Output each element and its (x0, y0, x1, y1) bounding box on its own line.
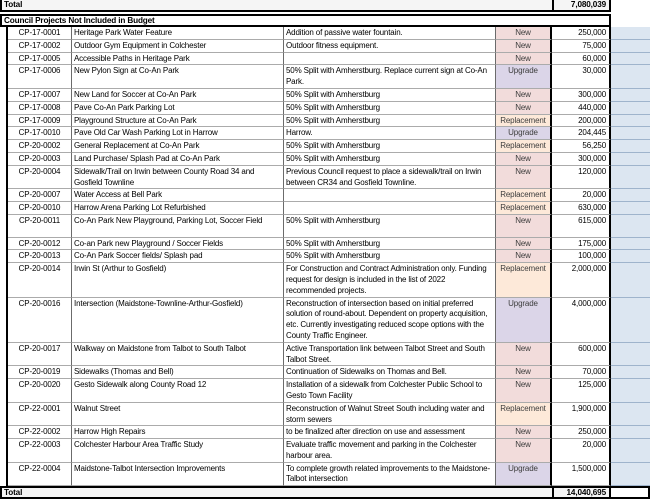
cell-description: Previous Council request to place a sidewalk/trail on Irwin between CR34 and Gosfield Townline. (284, 166, 496, 190)
cell-amount: 100,000 (552, 250, 611, 263)
cell-description: 50% Split with Amherstburg (284, 89, 496, 102)
section-header-right-blank (611, 14, 650, 27)
cell-description: Addition of passive water fountain. (284, 27, 496, 40)
cell-type-badge: New (496, 53, 552, 66)
cell-amount: 120,000 (552, 166, 611, 190)
bottom-total-label: Total (0, 486, 552, 499)
cell-type-badge: New (496, 426, 552, 439)
cell-amount: 630,000 (552, 202, 611, 215)
section-header-row (0, 14, 650, 27)
cell-description: 50% Split with Amherstburg (284, 215, 496, 238)
cell-description: Installation of a sidewalk from Colchester Public School to Gesto Town Facility (284, 379, 496, 403)
cell-project-name: General Replacement at Co-An Park (72, 140, 284, 153)
left-margin-cell (0, 403, 8, 427)
cell-amount: 300,000 (552, 89, 611, 102)
cell-description (284, 202, 496, 215)
cell-amount: 4,000,000 (552, 298, 611, 343)
left-margin-cell (0, 250, 8, 263)
table-row (0, 127, 650, 140)
left-margin-cell (0, 89, 8, 102)
cell-description: 50% Split with Amherstburg (284, 250, 496, 263)
cell-annotation (611, 238, 650, 251)
cell-project-name: Co-an Park new Playground / Soccer Fields (72, 238, 284, 251)
left-margin-cell (0, 463, 8, 487)
left-margin-cell (0, 439, 8, 463)
projects-rows (0, 27, 650, 486)
left-margin-cell (0, 102, 8, 115)
cell-description: 50% Split with Amherstburg (284, 153, 496, 166)
cell-project-id: CP-20-0017 (8, 343, 72, 367)
top-total-right-blank (611, 0, 650, 12)
table-row (0, 463, 650, 487)
cell-project-id: CP-20-0003 (8, 153, 72, 166)
cell-description: Continuation of Sidewalks on Thomas and Bell. (284, 366, 496, 379)
cell-amount: 125,000 (552, 379, 611, 403)
cell-type-badge: New (496, 238, 552, 251)
bottom-total-right-blank (611, 486, 650, 499)
cell-type-badge: Replacement (496, 202, 552, 215)
left-margin-cell (0, 27, 8, 40)
cell-project-id: CP-17-0001 (8, 27, 72, 40)
cell-annotation (611, 263, 650, 297)
cell-annotation (611, 439, 650, 463)
cell-annotation (611, 27, 650, 40)
cell-type-badge: Upgrade (496, 65, 552, 89)
table-row (0, 53, 650, 66)
cell-amount: 250,000 (552, 27, 611, 40)
table-row (0, 89, 650, 102)
cell-project-name: Irwin St (Arthur to Gosfield) (72, 263, 284, 297)
cell-type-badge: New (496, 89, 552, 102)
cell-project-id: CP-20-0014 (8, 263, 72, 297)
cell-project-id: CP-17-0005 (8, 53, 72, 66)
cell-amount: 200,000 (552, 115, 611, 128)
cell-project-id: CP-20-0010 (8, 202, 72, 215)
cell-type-badge: New (496, 102, 552, 115)
cell-project-name: Co-An Park New Playground, Parking Lot, Soccer Field (72, 215, 284, 238)
cell-description (284, 189, 496, 202)
cell-annotation (611, 366, 650, 379)
table-row (0, 366, 650, 379)
cell-type-badge: New (496, 366, 552, 379)
cell-type-badge: Replacement (496, 115, 552, 128)
left-margin-cell (0, 140, 8, 153)
cell-project-id: CP-17-0006 (8, 65, 72, 89)
cell-amount: 70,000 (552, 366, 611, 379)
cell-type-badge: New (496, 250, 552, 263)
cell-type-badge: Replacement (496, 189, 552, 202)
table-row (0, 298, 650, 343)
table-row (0, 140, 650, 153)
cell-annotation (611, 343, 650, 367)
cell-project-id: CP-17-0010 (8, 127, 72, 140)
cell-description: 50% Split with Amherstburg (284, 102, 496, 115)
left-margin-cell (0, 202, 8, 215)
left-margin-cell (0, 127, 8, 140)
left-margin-cell (0, 40, 8, 53)
left-margin-cell (0, 215, 8, 238)
cell-amount: 20,000 (552, 189, 611, 202)
cell-amount: 2,000,000 (552, 263, 611, 297)
cell-amount: 1,500,000 (552, 463, 611, 487)
table-row (0, 153, 650, 166)
left-margin-cell (0, 426, 8, 439)
cell-project-name: Sidewalks (Thomas and Bell) (72, 366, 284, 379)
cell-project-name: New Land for Soccer at Co-An Park (72, 89, 284, 102)
cell-project-name: New Pylon Sign at Co-An Park (72, 65, 284, 89)
cell-annotation (611, 40, 650, 53)
left-margin-cell (0, 366, 8, 379)
cell-project-name: Heritage Park Water Feature (72, 27, 284, 40)
left-margin-cell (0, 115, 8, 128)
cell-project-id: CP-22-0001 (8, 403, 72, 427)
cell-project-id: CP-17-0002 (8, 40, 72, 53)
cell-project-id: CP-20-0013 (8, 250, 72, 263)
cell-project-id: CP-22-0004 (8, 463, 72, 487)
cell-project-name: Harrow Arena Parking Lot Refurbished (72, 202, 284, 215)
cell-project-name: Co-An Park Soccer fields/ Splash pad (72, 250, 284, 263)
cell-annotation (611, 102, 650, 115)
cell-description: Harrow. (284, 127, 496, 140)
cell-type-badge: New (496, 215, 552, 238)
cell-amount: 615,000 (552, 215, 611, 238)
cell-project-name: Land Purchase/ Splash Pad at Co-An Park (72, 153, 284, 166)
top-total-amount: 7,080,039 (552, 0, 611, 12)
table-row (0, 263, 650, 297)
cell-project-id: CP-17-0009 (8, 115, 72, 128)
cell-annotation (611, 53, 650, 66)
table-row (0, 115, 650, 128)
cell-project-name: Sidewalk/Trail on Irwin between County Road 34 and Gosfield Townline (72, 166, 284, 190)
cell-annotation (611, 403, 650, 427)
cell-type-badge: Replacement (496, 403, 552, 427)
table-row (0, 215, 650, 238)
cell-type-badge: New (496, 166, 552, 190)
cell-amount: 75,000 (552, 40, 611, 53)
cell-type-badge: New (496, 343, 552, 367)
cell-project-id: CP-20-0011 (8, 215, 72, 238)
cell-project-name: Outdoor Gym Equipment in Colchester (72, 40, 284, 53)
cell-type-badge: New (496, 153, 552, 166)
cell-description (284, 53, 496, 66)
cell-description: To complete growth related improvements to the Maidstone-Talbot intersection (284, 463, 496, 487)
left-margin-cell (0, 263, 8, 297)
table-row (0, 166, 650, 190)
cell-annotation (611, 426, 650, 439)
cell-annotation (611, 166, 650, 190)
cell-description: Outdoor fitness equipment. (284, 40, 496, 53)
cell-annotation (611, 89, 650, 102)
cell-annotation (611, 379, 650, 403)
cell-annotation (611, 189, 650, 202)
cell-amount: 56,250 (552, 140, 611, 153)
cell-project-name: Harrow High Repairs (72, 426, 284, 439)
cell-type-badge: Replacement (496, 263, 552, 297)
left-margin-cell (0, 166, 8, 190)
top-total-label: Total (0, 0, 552, 12)
cell-project-name: Gesto Sidewalk along County Road 12 (72, 379, 284, 403)
cell-project-id: CP-20-0004 (8, 166, 72, 190)
bottom-total-row (0, 486, 650, 499)
cell-annotation (611, 250, 650, 263)
cell-project-name: Intersection (Maidstone-Townline-Arthur-Gosfield) (72, 298, 284, 343)
left-margin-cell (0, 298, 8, 343)
left-margin-cell (0, 343, 8, 367)
left-margin-cell (0, 379, 8, 403)
cell-project-name: Pave Old Car Wash Parking Lot in Harrow (72, 127, 284, 140)
cell-annotation (611, 115, 650, 128)
table-row (0, 40, 650, 53)
cell-type-badge: New (496, 40, 552, 53)
left-margin-cell (0, 53, 8, 66)
cell-project-id: CP-20-0020 (8, 379, 72, 403)
cell-type-badge: New (496, 27, 552, 40)
cell-annotation (611, 127, 650, 140)
cell-annotation (611, 215, 650, 238)
cell-project-name: Walkway on Maidstone from Talbot to South Talbot (72, 343, 284, 367)
table-row (0, 65, 650, 89)
cell-project-id: CP-22-0002 (8, 426, 72, 439)
table-row (0, 202, 650, 215)
cell-annotation (611, 202, 650, 215)
bottom-total-amount: 14,040,695 (552, 486, 611, 499)
cell-amount: 250,000 (552, 426, 611, 439)
cell-project-name: Accessible Paths in Heritage Park (72, 53, 284, 66)
cell-project-name: Pave Co-An Park Parking Lot (72, 102, 284, 115)
cell-description: Reconstruction of Walnut Street South including water and storm sewers (284, 403, 496, 427)
cell-project-id: CP-20-0002 (8, 140, 72, 153)
cell-annotation (611, 65, 650, 89)
cell-project-id: CP-22-0003 (8, 439, 72, 463)
cell-project-id: CP-20-0019 (8, 366, 72, 379)
cell-amount: 440,000 (552, 102, 611, 115)
cell-type-badge: Replacement (496, 140, 552, 153)
cell-amount: 204,445 (552, 127, 611, 140)
cell-project-name: Colchester Harbour Area Traffic Study (72, 439, 284, 463)
cell-project-id: CP-17-0008 (8, 102, 72, 115)
table-row (0, 426, 650, 439)
cell-annotation (611, 298, 650, 343)
cell-description: 50% Split with Amherstburg (284, 140, 496, 153)
table-row (0, 379, 650, 403)
cell-amount: 20,000 (552, 439, 611, 463)
left-margin-cell (0, 238, 8, 251)
table-row (0, 102, 650, 115)
cell-project-name: Playground Structure at Co-An Park (72, 115, 284, 128)
cell-amount: 30,000 (552, 65, 611, 89)
cell-type-badge: New (496, 439, 552, 463)
cell-project-id: CP-20-0016 (8, 298, 72, 343)
top-total-row (0, 0, 650, 11)
cell-annotation (611, 463, 650, 487)
cell-project-name: Walnut Street (72, 403, 284, 427)
cell-project-id: CP-20-0007 (8, 189, 72, 202)
table-row (0, 27, 650, 40)
cell-type-badge: Upgrade (496, 127, 552, 140)
section-header-title: Council Projects Not Included in Budget (0, 14, 611, 27)
table-row (0, 189, 650, 202)
table-row (0, 250, 650, 263)
cell-description: 50% Split with Amherstburg (284, 238, 496, 251)
cell-amount: 60,000 (552, 53, 611, 66)
cell-description: 50% Split with Amherstburg. Replace current sign at Co-An Park. (284, 65, 496, 89)
cell-amount: 1,900,000 (552, 403, 611, 427)
cell-annotation (611, 153, 650, 166)
cell-description: to be finalized after direction on use and assessment (284, 426, 496, 439)
cell-description: Reconstruction of intersection based on initial preferred solution of round-about. Dependent on property acquisition, etc. Currently investigating reduced scope options with the County Traffic Engineer. (284, 298, 496, 343)
left-margin-cell (0, 189, 8, 202)
cell-project-id: CP-20-0012 (8, 238, 72, 251)
cell-description: For Construction and Contract Administration only. Funding request for design is included in the list of 2022 recommended projects. (284, 263, 496, 297)
cell-type-badge: Upgrade (496, 298, 552, 343)
cell-amount: 600,000 (552, 343, 611, 367)
cell-description: Evaluate traffic movement and parking in the Colchester harbour area. (284, 439, 496, 463)
cell-project-name: Maidstone-Talbot Intersection Improvements (72, 463, 284, 487)
left-margin-cell (0, 65, 8, 89)
table-row (0, 343, 650, 367)
cell-annotation (611, 140, 650, 153)
table-row (0, 439, 650, 463)
cell-amount: 300,000 (552, 153, 611, 166)
table-row (0, 403, 650, 427)
cell-amount: 175,000 (552, 238, 611, 251)
cell-type-badge: Upgrade (496, 463, 552, 487)
cell-description: 50% Split with Amherstburg (284, 115, 496, 128)
cell-description: Active Transportation link between Talbot Street and South Talbot Street. (284, 343, 496, 367)
table-row (0, 238, 650, 251)
cell-project-name: Water Access at Bell Park (72, 189, 284, 202)
cell-project-id: CP-17-0007 (8, 89, 72, 102)
cell-type-badge: New (496, 379, 552, 403)
left-margin-cell (0, 153, 8, 166)
